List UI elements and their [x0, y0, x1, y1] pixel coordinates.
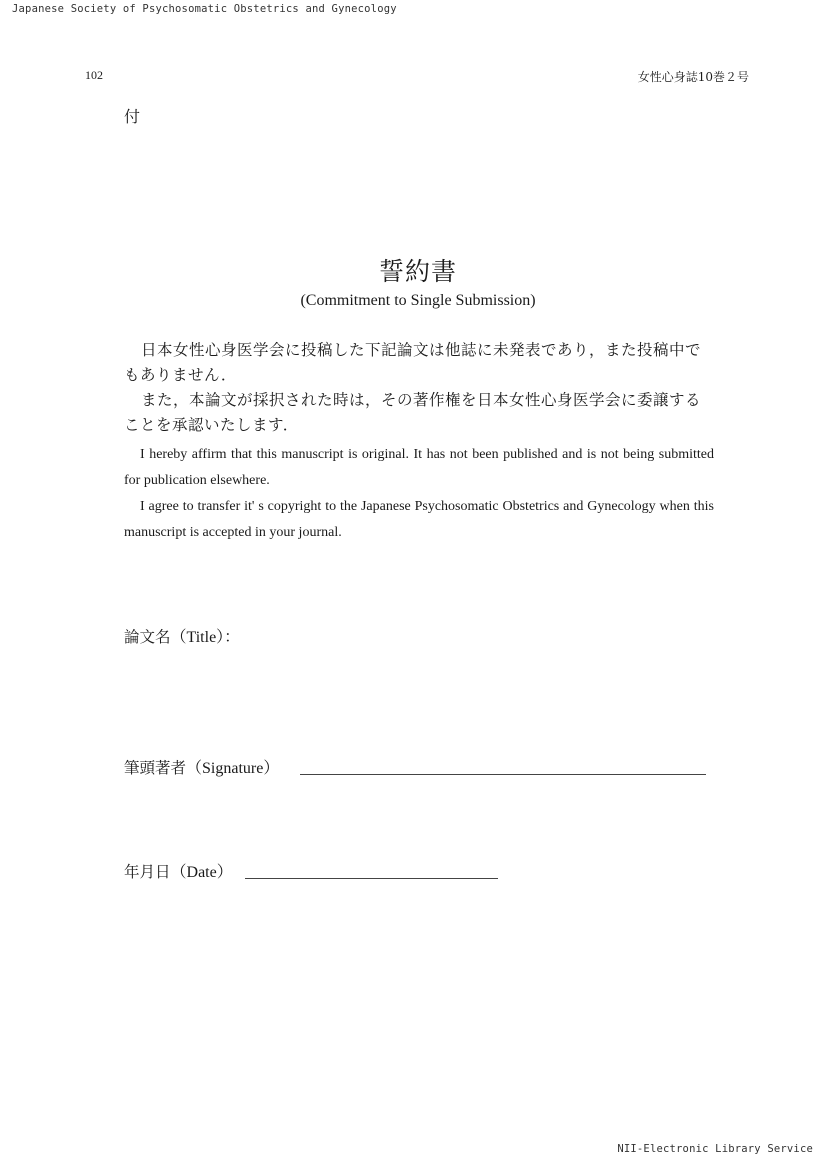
title-field-label: [124, 624, 240, 647]
signature-field-label: [124, 755, 279, 778]
document-title: 誓約書: [378, 257, 457, 286]
title-label-ja: 論文名: [124, 628, 171, 646]
japanese-paragraph-originality: 日本女性心身医学会に投稿した下記論文は他誌に未発表であり，また投稿中でもありません．: [124, 341, 702, 384]
document-subtitle: (Commitment to Single Submission): [300, 292, 536, 309]
date-line[interactable]: [245, 878, 498, 879]
japanese-paragraph-copyright: また，本論文が採択された時は，その著作権を日本女性心身医学会に委譲することを承認いたします．: [124, 391, 702, 434]
appendix-label: 付: [124, 107, 141, 126]
date-label-ja: 年月日: [124, 863, 171, 881]
header-society-name: Japanese Society of Psychosomatic Obstetrics and Gynecology: [12, 3, 397, 15]
date-label-en: （Date）: [170, 864, 233, 881]
page-number: 102: [85, 68, 103, 82]
date-field-label: [124, 859, 233, 882]
title-label-en: （Title）：: [170, 629, 241, 646]
english-paragraph-originality: I hereby affirm that this manuscript is original. It has not been published and is not being submitted for publication elsewhere.: [124, 447, 714, 488]
signature-label-en: （Signature）: [186, 760, 280, 777]
journal-citation: 女性心身誌10巻２号: [637, 70, 749, 84]
footer-service-name: NII-Electronic Library Service: [617, 1143, 813, 1155]
signature-label-ja: 筆頭著者: [124, 759, 187, 777]
signature-line[interactable]: [300, 774, 706, 775]
english-paragraph-copyright: I agree to transfer it' s copyright to the Japanese Psychosomatic Obstetrics and Gynecology when this manuscript is accepted in your journal.: [124, 499, 714, 540]
